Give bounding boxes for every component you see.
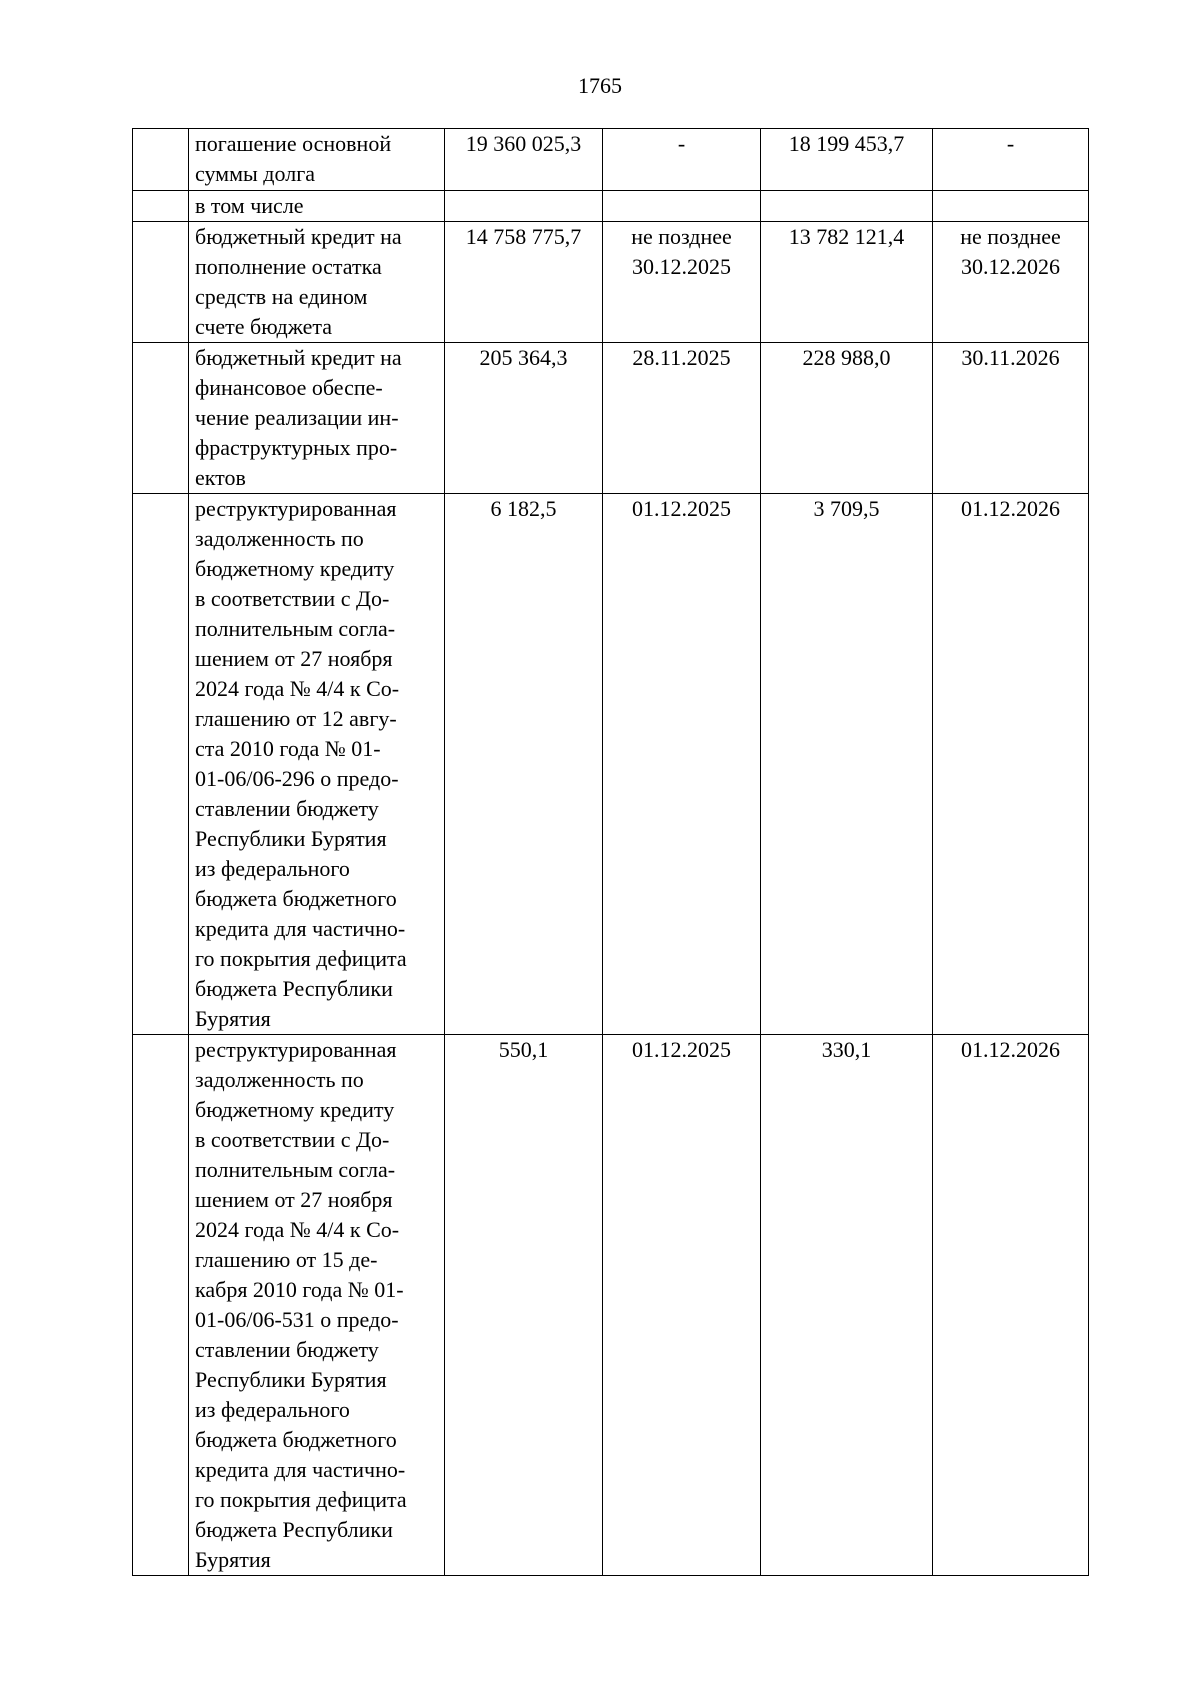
- term-line: -: [1006, 131, 1015, 156]
- amount-2026-cell: [761, 191, 933, 222]
- term-line: 28.11.2025: [632, 345, 731, 370]
- description-line: бюджета Республики: [195, 1517, 393, 1542]
- description-line: кабря 2010 года № 01-: [195, 1277, 404, 1302]
- table-row: [133, 222, 1089, 343]
- term-2026-cell: [933, 129, 1089, 191]
- description-line: ектов: [195, 465, 246, 490]
- description-line: полнительным согла-: [195, 1157, 396, 1182]
- term-line: 01.12.2025: [632, 496, 731, 521]
- description-cell: [189, 222, 445, 343]
- description-line: бюджетному кредиту: [195, 1097, 395, 1122]
- term-line: 30.11.2026: [961, 345, 1060, 370]
- table-row: [133, 191, 1089, 222]
- description-line: из федерального: [195, 1397, 350, 1422]
- description-cell: [189, 494, 445, 1035]
- row-index-cell: [133, 129, 189, 191]
- description-cell: [189, 343, 445, 494]
- description-line: реструктурированная: [195, 1037, 397, 1062]
- description-line: средств на едином: [195, 284, 368, 309]
- table-row: [133, 129, 1089, 191]
- description-line: 2024 года № 4/4 к Со-: [195, 1217, 400, 1242]
- description-line: ставлении бюджету: [195, 1337, 379, 1362]
- term-2025-cell: [603, 1035, 761, 1576]
- row-index-cell: [133, 222, 189, 343]
- amount-2025-cell: 205 364,3: [445, 343, 603, 494]
- amount-2025-cell: 14 758 775,7: [445, 222, 603, 343]
- term-line: не позднее: [631, 224, 732, 249]
- description-line: полнительным согла-: [195, 616, 396, 641]
- description-cell: [189, 129, 445, 191]
- amount-2025-cell: 19 360 025,3: [445, 129, 603, 191]
- debt-repayment-table: [132, 128, 1089, 1576]
- term-2025-cell: [603, 129, 761, 191]
- term-2025-cell: [603, 343, 761, 494]
- term-line: 01.12.2026: [961, 1037, 1060, 1062]
- term-2025-cell: [603, 494, 761, 1035]
- description-line: пополнение остатка: [195, 254, 382, 279]
- description-line: ставлении бюджету: [195, 796, 379, 821]
- term-2026-cell: [933, 1035, 1089, 1576]
- amount-2026-cell: 330,1: [761, 1035, 933, 1576]
- description-line: кредита для частично-: [195, 916, 406, 941]
- description-line: Республики Бурятия: [195, 826, 387, 851]
- description-line: фраструктурных про-: [195, 435, 398, 460]
- amount-2025-cell: [445, 191, 603, 222]
- term-2025-cell: [603, 191, 761, 222]
- term-2026-cell: [933, 494, 1089, 1035]
- description-line: шением от 27 ноября: [195, 1187, 393, 1212]
- description-line: задолженность по: [195, 526, 364, 551]
- description-line: в том числе: [195, 193, 304, 218]
- term-line: 30.12.2026: [961, 254, 1060, 279]
- description-line: 01-06/06-296 о предо-: [195, 766, 399, 791]
- description-line: счете бюджета: [195, 314, 333, 339]
- description-line: 2024 года № 4/4 к Со-: [195, 676, 400, 701]
- term-line: 30.12.2025: [632, 254, 731, 279]
- description-line: погашение основной: [195, 131, 392, 156]
- description-line: 01-06/06-531 о предо-: [195, 1307, 399, 1332]
- description-cell: [189, 191, 445, 222]
- row-index-cell: [133, 343, 189, 494]
- table-row: [133, 343, 1089, 494]
- term-2026-cell: [933, 191, 1089, 222]
- amount-2026-cell: 228 988,0: [761, 343, 933, 494]
- table-row: [133, 494, 1089, 1035]
- description-line: чение реализации ин-: [195, 405, 399, 430]
- description-line: го покрытия дефицита: [195, 1487, 407, 1512]
- description-line: в соответствии с До-: [195, 586, 390, 611]
- page-number: 1765: [578, 73, 622, 98]
- description-line: го покрытия дефицита: [195, 946, 407, 971]
- description-line: ста 2010 года № 01-: [195, 736, 381, 761]
- amount-2026-cell: 3 709,5: [761, 494, 933, 1035]
- amount-2026-cell: 13 782 121,4: [761, 222, 933, 343]
- description-line: задолженность по: [195, 1067, 364, 1092]
- amount-2025-cell: 6 182,5: [445, 494, 603, 1035]
- description-line: бюджетный кредит на: [195, 345, 402, 370]
- description-line: бюджетному кредиту: [195, 556, 395, 581]
- row-index-cell: [133, 494, 189, 1035]
- description-line: Республики Бурятия: [195, 1367, 387, 1392]
- term-line: не позднее: [960, 224, 1061, 249]
- description-line: бюджета бюджетного: [195, 886, 397, 911]
- row-index-cell: [133, 191, 189, 222]
- description-line: глашению от 12 авгу-: [195, 706, 397, 731]
- description-line: финансовое обеспе-: [195, 375, 383, 400]
- description-cell: [189, 1035, 445, 1576]
- amount-2026-cell: 18 199 453,7: [761, 129, 933, 191]
- description-line: бюджета Республики: [195, 976, 393, 1001]
- term-2025-cell: [603, 222, 761, 343]
- description-line: кредита для частично-: [195, 1457, 406, 1482]
- description-line: бюджетный кредит на: [195, 224, 402, 249]
- description-line: Бурятия: [195, 1006, 271, 1031]
- term-line: -: [677, 131, 686, 156]
- term-line: 01.12.2025: [632, 1037, 731, 1062]
- description-line: шением от 27 ноября: [195, 646, 393, 671]
- description-line: реструктурированная: [195, 496, 397, 521]
- description-line: суммы долга: [195, 161, 315, 186]
- table-row: [133, 1035, 1089, 1576]
- description-line: Бурятия: [195, 1547, 271, 1572]
- description-line: бюджета бюджетного: [195, 1427, 397, 1452]
- term-2026-cell: [933, 222, 1089, 343]
- row-index-cell: [133, 1035, 189, 1576]
- description-line: в соответствии с До-: [195, 1127, 390, 1152]
- description-line: из федерального: [195, 856, 350, 881]
- description-line: глашению от 15 де-: [195, 1247, 378, 1272]
- amount-2025-cell: 550,1: [445, 1035, 603, 1576]
- term-2026-cell: [933, 343, 1089, 494]
- term-line: 01.12.2026: [961, 496, 1060, 521]
